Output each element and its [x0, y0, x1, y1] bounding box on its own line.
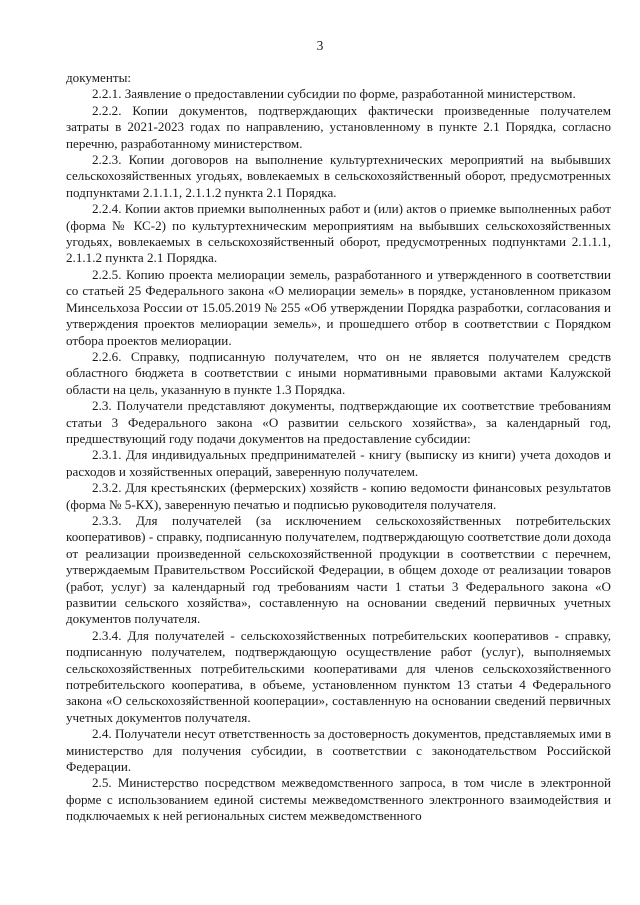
paragraph-2-2-1: 2.2.1. Заявление о предоставлении субсидии по форме, разработанной министерством.: [92, 86, 576, 102]
page-number: 3: [316, 38, 324, 53]
paragraph-2-3-3: 2.3.3. Для получателей (за исключением сельскохозяйственных потребительских кооперативов) - справку, подписанную получателем, подтверждающую соответствие доли дохода от реализации произведенной сельскохозяйственной продукции в соответствии с перечнем, утверждаемым Правительством Российской Федерации, в общем доходе от реализации товаров (работ, услуг) за календарный год требованиям части 1 статьи 3 Федерального закона «О развитии сельского хозяйства», составленную на основании сведений первичных учетных документов получателя.: [66, 512, 611, 627]
document-body: [66, 70, 611, 825]
paragraph-2-3-2: 2.3.2. Для крестьянских (фермерских) хозяйств - копию ведомости финансовых результатов (форма № 5-КХ), заверенную печатью и подписью руководителя получателя.: [66, 480, 611, 512]
paragraph-2-2-5: 2.2.5. Копию проекта мелиорации земель, разработанного и утвержденного в соответствии со статьей 25 Федерального закона «О мелиорации земель» в порядке, установленном приказом Минсельхоза России от 15.05.2019 № 255 «Об утверждении Порядка разработки, согласования и утверждения проектов мелиорации земель», и прошедшего отбор в соответствии с Порядком отбора проектов мелиорации.: [66, 266, 611, 348]
paragraph-2-3-1: 2.3.1. Для индивидуальных предпринимателей - книгу (выписку из книги) учета доходов и расходов и хозяйственных операций, заверенную получателем.: [66, 447, 611, 479]
paragraph-2-4: 2.4. Получатели несут ответственность за достоверность документов, представляемых ими в министерство для получения субсидии, в соответствии с законодательством Российской Федерации.: [66, 726, 611, 775]
paragraph-2-5: 2.5. Министерство посредством межведомственного запроса, в том числе в электронной форме с использованием единой системы межведомственного электронного взаимодействия и подключаемых к ней региональных систем межведомственного: [66, 775, 611, 824]
paragraph-continuation: документы:: [66, 70, 132, 85]
paragraph-2-2-3: 2.2.3. Копии договоров на выполнение культуртехнических мероприятий на выбывших сельскохозяйственных угодьях, вовлекаемых в сельскохозяйственный оборот, предусмотренных подпунктами 2.1.1.1, 2.1.1.2 пункта 2.1 Порядка.: [66, 152, 611, 200]
paragraph-2-2-6: 2.2.6. Справку, подписанную получателем, что он не является получателем средств областного бюджета в соответствии с иными нормативными правовыми актами Калужской области на цель, указанную в пункте 1.3 Порядка.: [66, 348, 611, 397]
paragraph-2-2-4: 2.2.4. Копии актов приемки выполненных работ и (или) актов о приемке выполненных работ (форма № КС-2) по культуртехническим мероприятиям на выбывших сельскохозяйственных угодьях, вовлекаемых в сельскохозяйственный оборот, предусмотренных подпунктами 2.1.1.1, 2.1.1.2 пункта 2.1 Порядка.: [66, 201, 611, 266]
paragraph-2-3-4: 2.3.4. Для получателей - сельскохозяйственных потребительских кооперативов - справку, подписанную получателем, подтверждающую осуществление работ (услуг), выполняемых сельскохозяйственных потребительскими кооперативами для членов сельскохозяйственного потребительского кооператива, в объеме, установленном пунктом 13 статьи 4 Федерального закона «О сельскохозяйственной кооперации», составленную на основании сведений первичных учетных документов получателя.: [66, 627, 611, 725]
paragraph-2-3: 2.3. Получатели представляют документы, подтверждающие их соответствие требованиям статьи 3 Федерального закона «О развитии сельского хозяйства», за календарный год, предшествующий году подачи документов на предоставление субсидии:: [66, 398, 611, 446]
paragraph-2-2-2: 2.2.2. Копии документов, подтверждающих фактически произведенные получателем затраты в 2021-2023 годах по направлению, установленному в пункте 2.1 Порядка, согласно перечню, разработанному министерством.: [66, 102, 611, 151]
